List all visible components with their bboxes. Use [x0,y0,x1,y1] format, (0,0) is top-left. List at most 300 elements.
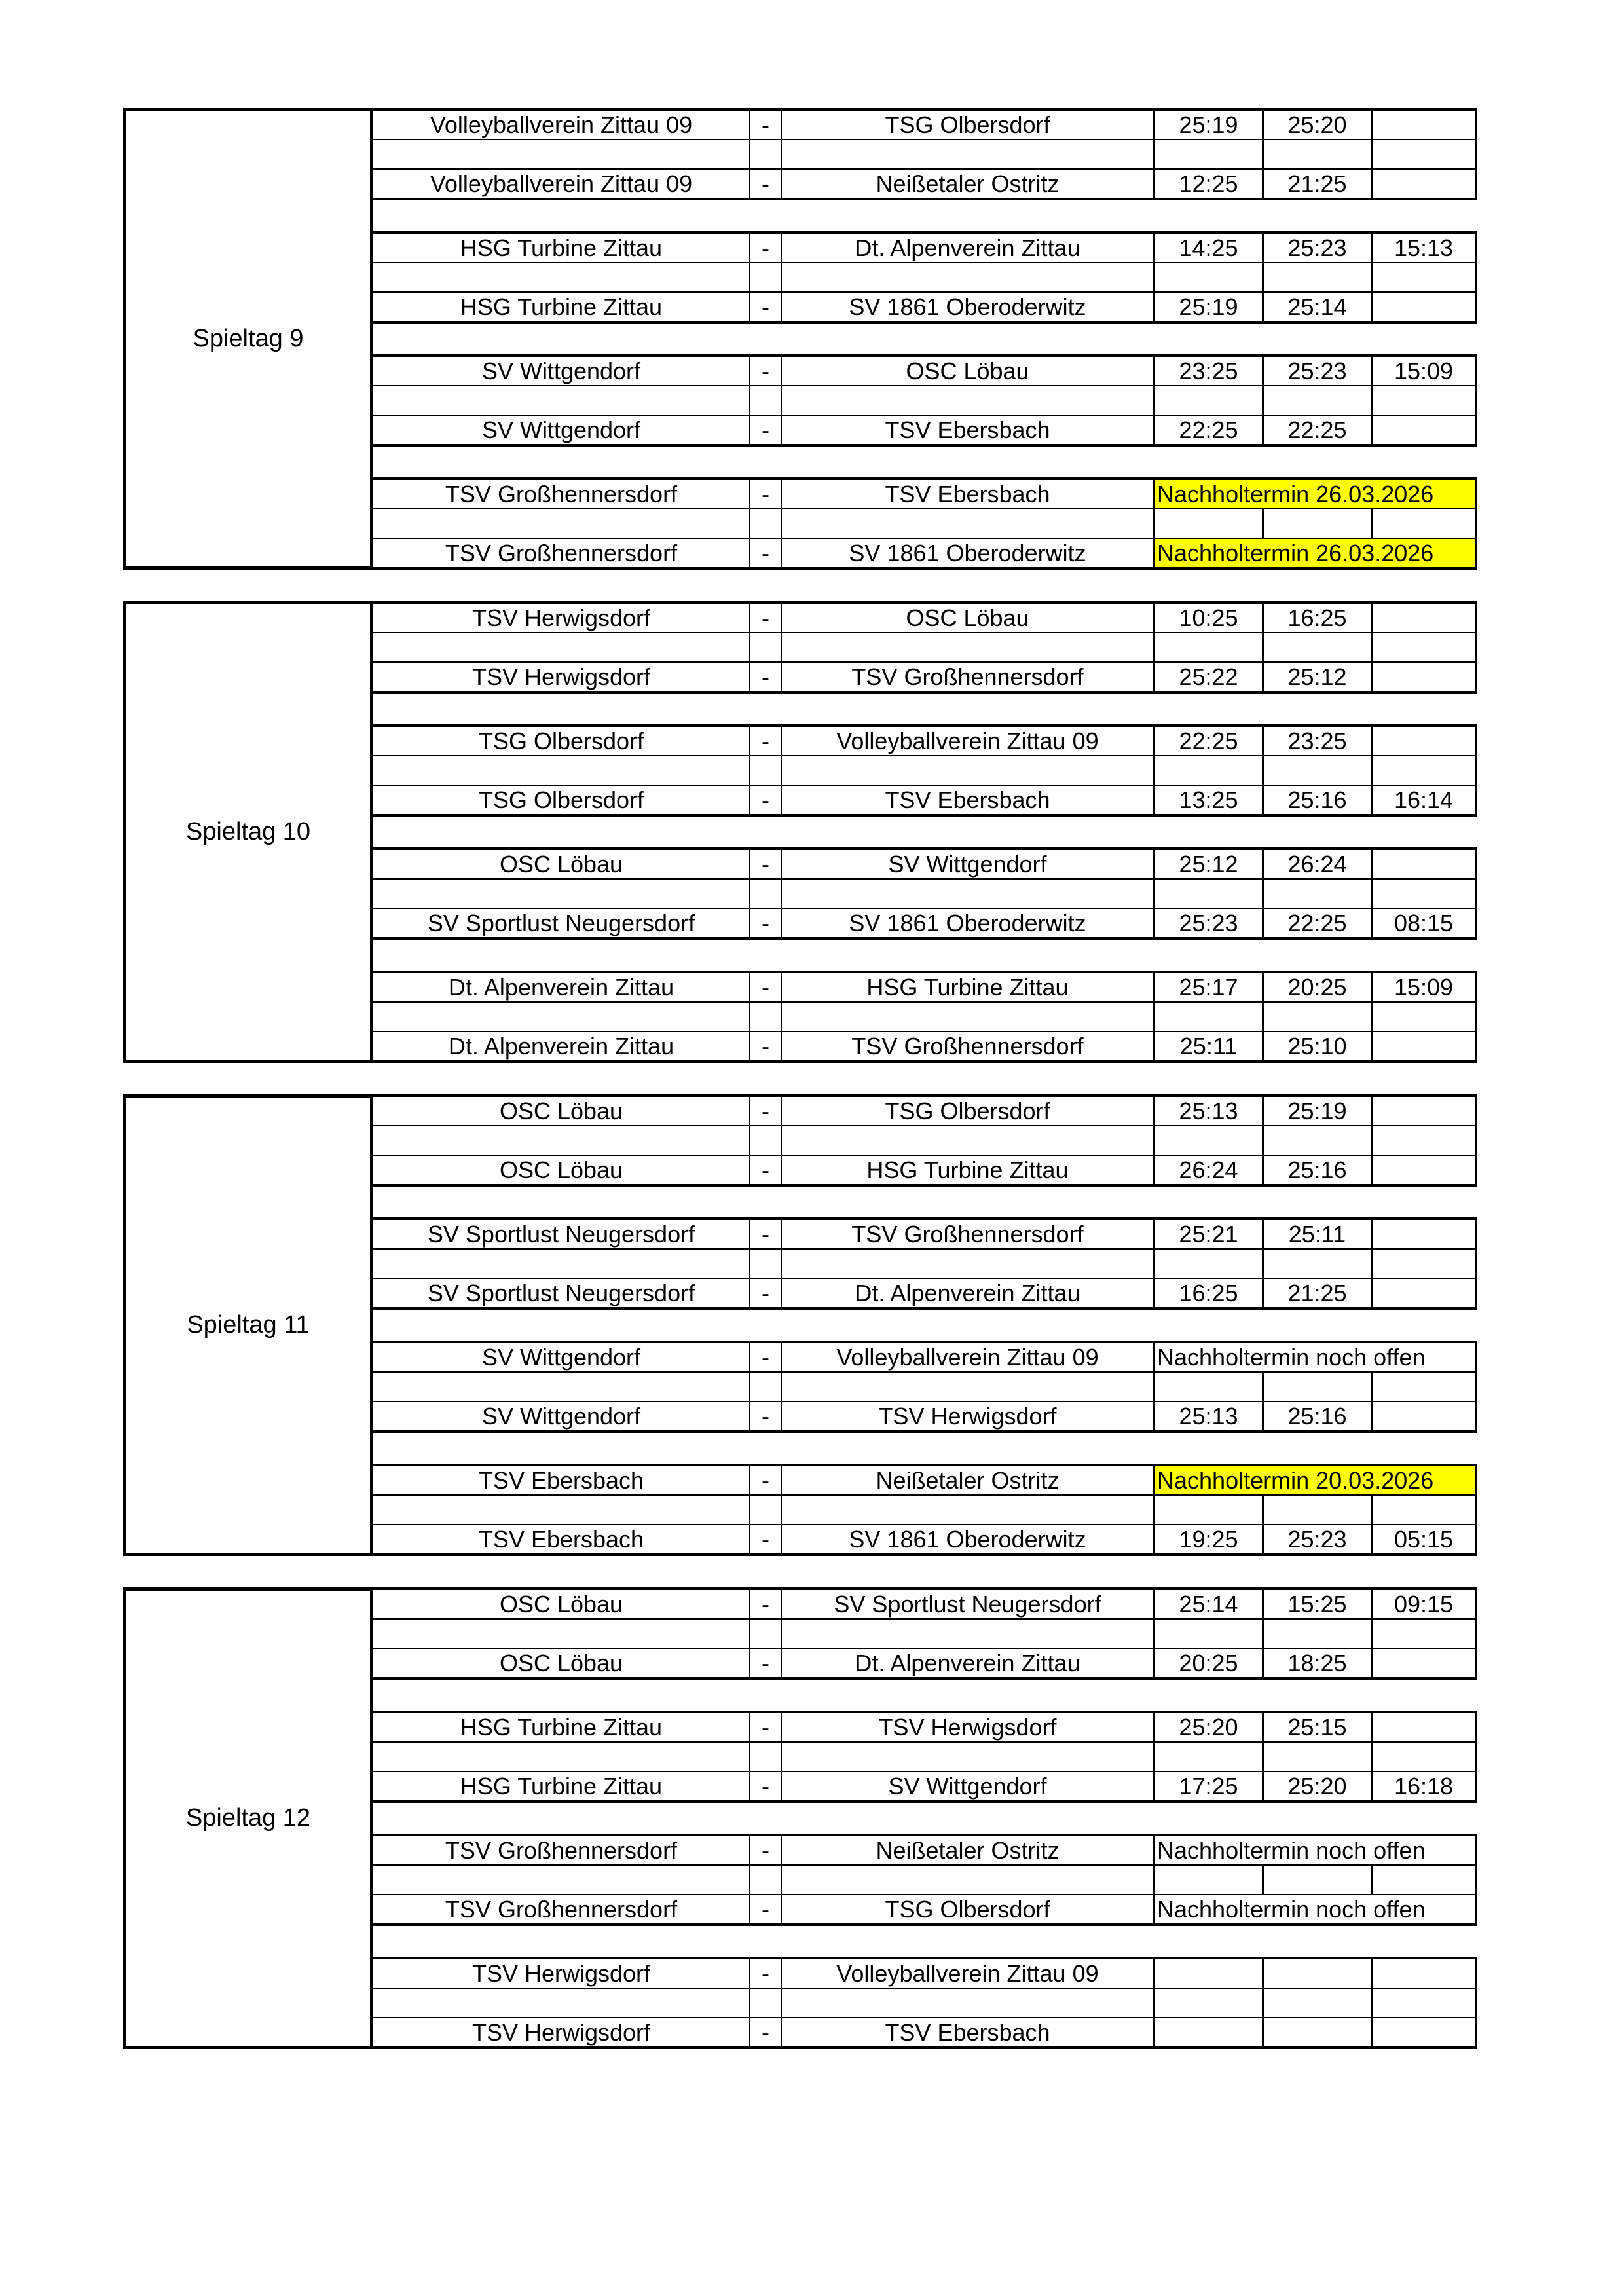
home-team-cell: TSV Großhennersdorf [373,1895,750,1923]
set-score-cell [1373,416,1475,444]
set-score-cell: 25:12 [1155,850,1264,878]
set-score-cell [1373,663,1475,691]
vs-dash-cell: - [750,111,782,139]
empty-away-cell [782,756,1155,785]
away-team-cell: Volleyballverein Zittau 09 [782,1959,1155,1988]
set-score-cell [1373,604,1475,632]
away-team-cell: Dt. Alpenverein Zittau [782,1649,1155,1677]
empty-score-cell [1264,1250,1373,1278]
vs-dash-cell: - [750,1836,782,1864]
match-row [373,357,1475,386]
set-score-cell: 16:25 [1264,604,1373,632]
spacer-row [373,880,1475,909]
match-pair-group [373,1957,1477,2049]
home-team-cell: TSV Großhennersdorf [373,539,750,567]
matchday-label: Spieltag 9 [123,108,373,570]
empty-home-cell [373,386,750,415]
vs-dash-cell: - [750,416,782,444]
match-row [373,973,1475,1003]
match-row [373,786,1475,814]
empty-away-cell [782,1743,1155,1771]
match-row [373,1590,1475,1620]
set-score-cell: 09:15 [1393,1590,1454,1618]
set-score-cell: 16:18 [1393,1772,1454,1800]
matchday-label: Spieltag 12 [123,1587,373,2049]
vs-dash-cell: - [750,1466,782,1494]
vs-dash-cell: - [750,1772,782,1800]
empty-score-cell [1373,1620,1475,1648]
match-pair-group [373,1217,1477,1310]
set-score-cell [1373,1649,1475,1677]
empty-score-cell [1264,1620,1373,1648]
away-team-cell: TSV Großhennersdorf [782,1220,1155,1248]
set-score-cell [1264,1959,1373,1988]
empty-home-cell [373,1250,750,1278]
set-score-cell: 22:25 [1155,727,1264,755]
empty-score-cell [1264,633,1373,661]
set-score-cell: 25:23 [1264,234,1373,262]
match-row [373,1097,1475,1126]
away-team-cell: HSG Turbine Zittau [782,1156,1155,1184]
set-score-cell [1373,1959,1475,1988]
away-team-cell: SV 1861 Oberoderwitz [782,1525,1155,1553]
empty-score-cell [1373,880,1475,908]
match-pair-group [373,601,1477,694]
set-score-cell [1373,1402,1475,1430]
empty-score-cell [1373,1989,1475,2017]
set-score-cell [1264,2018,1373,2046]
spacer-row [373,633,1475,663]
reschedule-note-cell: Nachholtermin noch offen [1157,1836,1426,1864]
away-team-cell: SV Sportlust Neugersdorf [782,1590,1155,1618]
set-score-cell [1155,1959,1264,1988]
vs-dash-cell: - [750,1156,782,1184]
home-team-cell: TSV Großhennersdorf [373,1836,750,1864]
empty-score-cell [1155,756,1264,785]
home-team-cell: Volleyballverein Zittau 09 [373,111,750,139]
set-score-cell: 25:23 [1155,909,1264,937]
spacer-row [373,1250,1475,1279]
set-score-cell [1373,1097,1475,1125]
spacer-row [373,1989,1475,2018]
match-groups [373,1587,1477,2049]
matchday-block [123,108,1477,570]
empty-home-cell [373,1743,750,1771]
vs-dash-cell: - [750,293,782,321]
home-team-cell: TSG Olbersdorf [373,786,750,814]
match-row [373,1525,1475,1553]
away-team-cell: Dt. Alpenverein Zittau [782,234,1155,262]
vs-dash-cell: - [750,1097,782,1125]
empty-dash-cell [750,756,782,785]
vs-dash-cell: - [750,1590,782,1618]
match-pair-group [373,724,1477,817]
match-row [373,1220,1475,1250]
spacer-row [373,1620,1475,1649]
empty-dash-cell [750,1866,782,1894]
home-team-cell: HSG Turbine Zittau [373,234,750,262]
empty-score-cell [1373,1250,1475,1278]
empty-score-cell [1155,1373,1264,1401]
set-score-cell: 23:25 [1155,357,1264,385]
set-score-cell: 25:19 [1264,1097,1373,1125]
match-row [373,293,1475,321]
match-pair-group [373,1341,1477,1433]
match-row [373,727,1475,756]
away-team-cell: Volleyballverein Zittau 09 [782,1343,1155,1371]
vs-dash-cell: - [750,1220,782,1248]
empty-home-cell [373,1620,750,1648]
empty-score-cell [1373,509,1475,538]
empty-score-cell [1264,880,1373,908]
empty-score-cell [1264,1866,1373,1894]
set-score-cell: 25:17 [1155,973,1264,1001]
empty-away-cell [782,1989,1155,2017]
match-row [373,480,1475,509]
away-team-cell: TSV Herwigsdorf [782,1713,1155,1741]
spacer-row [373,386,1475,416]
empty-score-cell [1373,1126,1475,1155]
match-row [373,1772,1475,1800]
empty-dash-cell [750,1620,782,1648]
empty-dash-cell [750,1989,782,2017]
spacer-row [373,1496,1475,1525]
set-score-cell: 16:25 [1155,1279,1264,1307]
empty-dash-cell [750,880,782,908]
set-score-cell: 25:23 [1264,1525,1373,1553]
vs-dash-cell: - [750,2018,782,2046]
match-row [373,909,1475,937]
away-team-cell: Neißetaler Ostritz [782,1466,1155,1494]
empty-score-cell [1155,140,1264,168]
empty-away-cell [782,1250,1155,1278]
empty-score-cell [1264,1003,1373,1031]
vs-dash-cell: - [750,1343,782,1371]
set-score-cell: 25:15 [1264,1713,1373,1741]
set-score-cell: 21:25 [1264,170,1373,198]
set-score-cell: 22:25 [1264,909,1373,937]
vs-dash-cell: - [750,1895,782,1923]
set-score-cell [1373,1032,1475,1060]
empty-dash-cell [750,1373,782,1401]
set-score-cell: 21:25 [1264,1279,1373,1307]
empty-away-cell [782,1373,1155,1401]
home-team-cell: Dt. Alpenverein Zittau [373,973,750,1001]
home-team-cell: TSV Ebersbach [373,1466,750,1494]
away-team-cell: Dt. Alpenverein Zittau [782,1279,1155,1307]
empty-score-cell [1373,140,1475,168]
empty-away-cell [782,633,1155,661]
set-score-cell: 13:25 [1155,786,1264,814]
set-score-cell [1373,850,1475,878]
spacer-row [373,1003,1475,1032]
vs-dash-cell: - [750,539,782,567]
home-team-cell: SV Sportlust Neugersdorf [373,909,750,937]
vs-dash-cell: - [750,850,782,878]
home-team-cell: SV Wittgendorf [373,1402,750,1430]
empty-score-cell [1155,1126,1264,1155]
empty-away-cell [782,1620,1155,1648]
vs-dash-cell: - [750,786,782,814]
vs-dash-cell: - [750,170,782,198]
set-score-cell: 15:13 [1393,234,1454,261]
set-score-cell [1373,1156,1475,1184]
empty-away-cell [782,1003,1155,1031]
match-pair-group [373,108,1477,200]
set-score-cell [1155,2018,1264,2046]
away-team-cell: SV 1861 Oberoderwitz [782,909,1155,937]
away-team-cell: TSV Großhennersdorf [782,663,1155,691]
away-team-cell: SV 1861 Oberoderwitz [782,539,1155,567]
set-score-cell: 10:25 [1155,604,1264,632]
empty-score-cell [1264,386,1373,415]
match-pair-group [373,477,1477,570]
set-score-cell [1373,1220,1475,1248]
empty-home-cell [373,263,750,291]
spacer-row [373,509,1475,539]
home-team-cell: TSV Herwigsdorf [373,2018,750,2046]
empty-home-cell [373,1989,750,2017]
empty-home-cell [373,756,750,785]
home-team-cell: OSC Löbau [373,1156,750,1184]
set-score-cell: 15:09 [1393,973,1454,1001]
set-score-cell: 25:13 [1155,1402,1264,1430]
empty-dash-cell [750,509,782,538]
match-row [373,170,1475,198]
spacer-row [373,1743,1475,1772]
set-score-cell: 25:16 [1264,1402,1373,1430]
set-score-cell: 15:25 [1264,1590,1373,1618]
empty-score-cell [1264,140,1373,168]
vs-dash-cell: - [750,727,782,755]
set-score-cell: 25:21 [1155,1220,1264,1248]
home-team-cell: OSC Löbau [373,1097,750,1125]
set-score-cell: 22:25 [1155,416,1264,444]
empty-score-cell [1155,880,1264,908]
set-score-cell [1373,170,1475,198]
match-row [373,1713,1475,1743]
vs-dash-cell: - [750,1525,782,1553]
vs-dash-cell: - [750,909,782,937]
away-team-cell: SV Wittgendorf [782,1772,1155,1800]
vs-dash-cell: - [750,663,782,691]
empty-score-cell [1264,509,1373,538]
match-row [373,663,1475,691]
home-team-cell: HSG Turbine Zittau [373,1713,750,1741]
match-row [373,604,1475,633]
set-score-cell: 25:14 [1155,1590,1264,1618]
home-team-cell: SV Wittgendorf [373,357,750,385]
empty-score-cell [1155,1250,1264,1278]
away-team-cell: TSV Ebersbach [782,786,1155,814]
home-team-cell: TSV Großhennersdorf [373,480,750,508]
set-score-cell: 16:14 [1393,786,1454,813]
empty-score-cell [1373,386,1475,415]
vs-dash-cell: - [750,1279,782,1307]
matchday-block [123,1587,1477,2049]
match-row [373,1279,1475,1307]
empty-score-cell [1373,1866,1475,1894]
set-score-cell: 25:23 [1264,357,1373,385]
set-score-cell: 12:25 [1155,170,1264,198]
match-pair-group [373,1711,1477,1803]
away-team-cell: TSV Ebersbach [782,416,1155,444]
set-score-cell: 19:25 [1155,1525,1264,1553]
set-score-cell: 08:15 [1393,909,1454,936]
vs-dash-cell: - [750,1713,782,1741]
match-pair-group [373,354,1477,447]
match-row [373,1466,1475,1496]
home-team-cell: OSC Löbau [373,1590,750,1618]
set-score-cell: 25:16 [1264,786,1373,814]
set-score-cell: 17:25 [1155,1772,1264,1800]
empty-dash-cell [750,1250,782,1278]
set-score-cell: 23:25 [1264,727,1373,755]
set-score-cell [1373,1713,1475,1741]
set-score-cell [1373,1279,1475,1307]
matchday-block [123,601,1477,1063]
empty-away-cell [782,1496,1155,1524]
set-score-cell: 25:22 [1155,663,1264,691]
set-score-cell: 25:19 [1155,293,1264,321]
home-team-cell: TSV Ebersbach [373,1525,750,1553]
match-row [373,1959,1475,1989]
empty-home-cell [373,1003,750,1031]
match-row [373,539,1475,567]
empty-score-cell [1155,386,1264,415]
empty-score-cell [1264,1743,1373,1771]
match-pair-group [373,847,1477,940]
home-team-cell: SV Sportlust Neugersdorf [373,1220,750,1248]
empty-score-cell [1155,633,1264,661]
vs-dash-cell: - [750,973,782,1001]
vs-dash-cell: - [750,1959,782,1988]
empty-dash-cell [750,386,782,415]
empty-score-cell [1264,1989,1373,2017]
set-score-cell: 22:25 [1264,416,1373,444]
spacer-row [373,140,1475,170]
empty-home-cell [373,1866,750,1894]
vs-dash-cell: - [750,480,782,508]
set-score-cell: 18:25 [1264,1649,1373,1677]
spacer-row [373,1126,1475,1156]
home-team-cell: SV Wittgendorf [373,416,750,444]
empty-home-cell [373,1496,750,1524]
home-team-cell: SV Sportlust Neugersdorf [373,1279,750,1307]
empty-away-cell [782,1866,1155,1894]
home-team-cell: HSG Turbine Zittau [373,1772,750,1800]
empty-dash-cell [750,1126,782,1155]
match-row [373,1402,1475,1430]
empty-score-cell [1264,1126,1373,1155]
set-score-cell: 20:25 [1264,973,1373,1001]
empty-away-cell [782,1126,1155,1155]
home-team-cell: Dt. Alpenverein Zittau [373,1032,750,1060]
empty-score-cell [1373,263,1475,291]
empty-score-cell [1155,263,1264,291]
empty-away-cell [782,263,1155,291]
set-score-cell: 25:20 [1264,1772,1373,1800]
reschedule-note-cell: Nachholtermin 26.03.2026 [1155,539,1475,567]
empty-score-cell [1373,1496,1475,1524]
match-row [373,850,1475,880]
empty-score-cell [1155,1003,1264,1031]
empty-home-cell [373,880,750,908]
empty-home-cell [373,140,750,168]
empty-dash-cell [750,140,782,168]
vs-dash-cell: - [750,1402,782,1430]
set-score-cell: 05:15 [1393,1525,1454,1553]
match-pair-group [373,1094,1477,1187]
away-team-cell: SV Wittgendorf [782,850,1155,878]
empty-score-cell [1155,1620,1264,1648]
empty-score-cell [1155,1989,1264,2017]
empty-score-cell [1264,1496,1373,1524]
away-team-cell: TSV Großhennersdorf [782,1032,1155,1060]
match-row [373,1032,1475,1060]
away-team-cell: TSG Olbersdorf [782,1097,1155,1125]
away-team-cell: OSC Löbau [782,604,1155,632]
away-team-cell: TSG Olbersdorf [782,111,1155,139]
away-team-cell: HSG Turbine Zittau [782,973,1155,1001]
matchday-label: Spieltag 11 [123,1094,373,1556]
vs-dash-cell: - [750,1032,782,1060]
home-team-cell: OSC Löbau [373,850,750,878]
set-score-cell: 25:16 [1264,1156,1373,1184]
empty-score-cell [1264,263,1373,291]
home-team-cell: TSG Olbersdorf [373,727,750,755]
match-pair-group [373,1834,1477,1926]
empty-home-cell [373,633,750,661]
set-score-cell [1373,293,1475,321]
away-team-cell: Neißetaler Ostritz [782,1836,1155,1864]
empty-score-cell [1155,509,1264,538]
vs-dash-cell: - [750,1649,782,1677]
empty-dash-cell [750,1496,782,1524]
match-groups [373,108,1477,570]
set-score-cell: 25:11 [1264,1220,1373,1248]
home-team-cell: OSC Löbau [373,1649,750,1677]
reschedule-note-cell: Nachholtermin noch offen [1157,1343,1426,1371]
empty-score-cell [1264,1373,1373,1401]
reschedule-note-cell: Nachholtermin 20.03.2026 [1155,1466,1475,1494]
empty-dash-cell [750,1003,782,1031]
reschedule-note-cell: Nachholtermin 26.03.2026 [1155,480,1475,508]
set-score-cell: 15:09 [1393,357,1454,384]
set-score-cell: 25:12 [1264,663,1373,691]
spacer-row [373,263,1475,293]
reschedule-note-cell: Nachholtermin noch offen [1157,1895,1426,1923]
set-score-cell: 26:24 [1264,850,1373,878]
match-groups [373,1094,1477,1556]
away-team-cell: SV 1861 Oberoderwitz [782,293,1155,321]
home-team-cell: SV Wittgendorf [373,1343,750,1371]
away-team-cell: TSV Ebersbach [782,2018,1155,2046]
match-pair-group [373,971,1477,1063]
away-team-cell: Neißetaler Ostritz [782,170,1155,198]
spacer-row [373,756,1475,786]
match-row [373,111,1475,140]
set-score-cell: 25:11 [1155,1032,1264,1060]
set-score-cell: 25:10 [1264,1032,1373,1060]
empty-score-cell [1373,1743,1475,1771]
empty-dash-cell [750,633,782,661]
set-score-cell: 14:25 [1155,234,1264,262]
set-score-cell: 26:24 [1155,1156,1264,1184]
match-row [373,1836,1475,1866]
match-pair-group [373,1587,1477,1680]
away-team-cell: Volleyballverein Zittau 09 [782,727,1155,755]
